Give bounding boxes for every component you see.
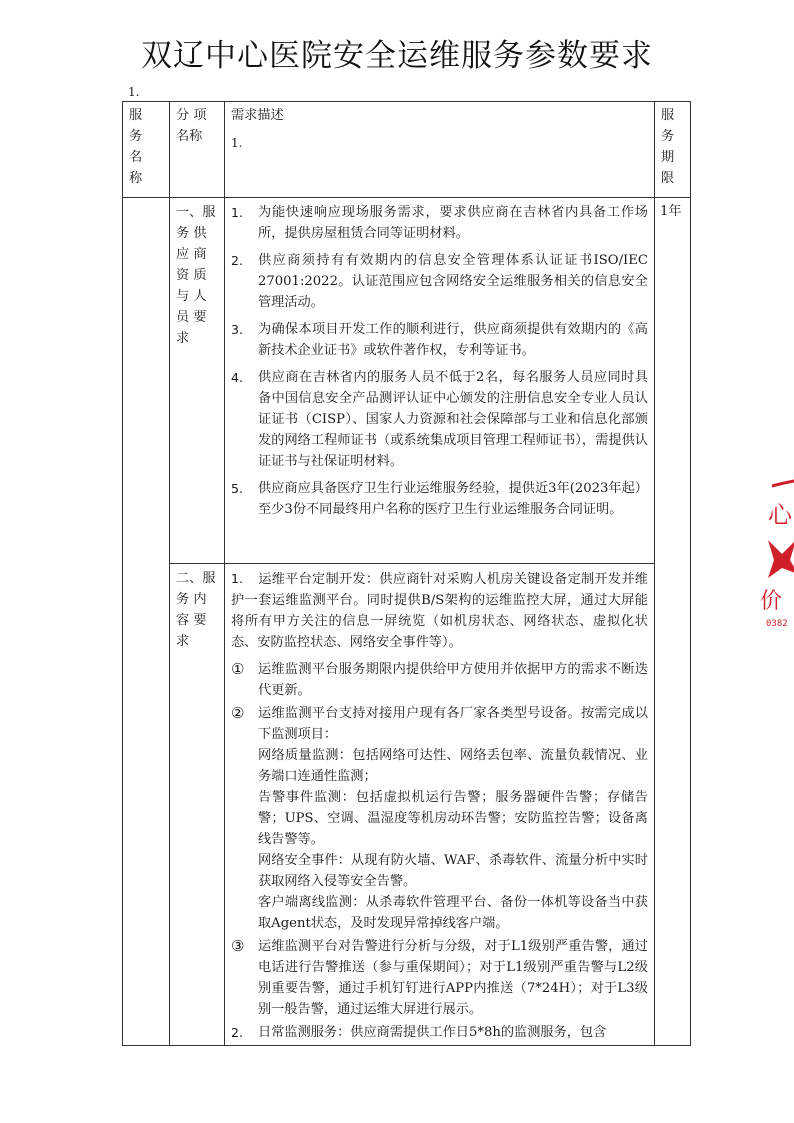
- list-item: [231, 202, 648, 244]
- header-description-title: 需求描述: [231, 108, 284, 123]
- list-item: [231, 367, 648, 472]
- item-text: 供应商应具备医疗卫生行业运维服务经验，提供近3年(2023年起）至少3份不同最终用户名称的医疗卫生行业运维服务合同证明。: [258, 481, 648, 517]
- item-number: 1.: [231, 205, 243, 220]
- sub-list-item: [231, 703, 648, 934]
- sub-list-item: [231, 936, 648, 1020]
- sub-item-line: 与 人: [176, 289, 207, 304]
- document-title: 双辽中心医院安全运维服务参数要求: [141, 38, 653, 74]
- seal-char: 心: [768, 501, 792, 529]
- official-seal: [752, 478, 794, 628]
- seal-number: 0382: [766, 619, 788, 628]
- header-char: 务: [129, 129, 143, 144]
- item-text: 运维监测平台支持对接用户现有各厂家各类型号设备。按需完成以下监测项目：: [258, 706, 648, 742]
- item-number: 2.: [231, 1025, 243, 1040]
- header-char: 限: [661, 171, 675, 186]
- header-description: [225, 102, 655, 198]
- header-row: [123, 102, 691, 198]
- header-char: 称: [129, 171, 143, 186]
- circled-number: ②: [231, 704, 245, 722]
- item-text: 运维监测平台对告警进行分析与分级，对于L1级别严重告警，通过电话进行告警推送（参与重保期间）；对于L1级别严重告警与L2级别重要告警，通过手机钉钉进行APP内推送（7*24H）；对于L3级别一般告警，通过运维大屏进行展示。: [258, 939, 648, 1017]
- table-row: [123, 198, 691, 564]
- header-line: 名称: [176, 129, 203, 144]
- description-cell: [225, 564, 655, 1046]
- table-row: [123, 564, 691, 1046]
- circled-number: ①: [231, 660, 245, 678]
- sub-item-line: 求: [176, 331, 190, 346]
- item-text: 为能快速响应现场服务需求，要求供应商在吉林省内具备工作场所，提供房屋租赁合同等证明材料。: [258, 205, 648, 241]
- sub-list-item: [231, 659, 648, 701]
- monitor-item: 客户端离线监测：从杀毒软件管理平台、备份一体机等设备当中获取Agent状态，及时发现异常掉线客户端。: [258, 895, 648, 931]
- header-sub-item: [170, 102, 225, 198]
- list-item: [231, 478, 648, 520]
- sub-item-line: 务 内: [176, 592, 207, 607]
- requirements-table: [122, 101, 691, 1046]
- service-period-value: 1年: [660, 204, 682, 219]
- list-item: [231, 1022, 648, 1043]
- list-item: [231, 319, 648, 361]
- seal-char: 价: [760, 589, 783, 614]
- service-name-cell: [123, 198, 170, 1046]
- header-service-name: [123, 102, 170, 198]
- header-char: 名: [129, 150, 143, 165]
- header-line: 分 项: [176, 108, 207, 123]
- monitor-item: 网络质量监测：包括网络可达性、网络丢包率、流量负载情况、业务端口连通性监测；: [258, 748, 648, 784]
- header-char: 期: [661, 150, 675, 165]
- item-text: 运维平台定制开发：供应商针对采购人机房关键设备定制开发并维护一套运维监测平台。同时提供B/S架构的运维监控大屏，通过大屏能将所有甲方关注的信息一屏统览（如机房状态、网络状态、虚拟化状态、安防监控状态、网络安全事件等）。: [231, 572, 648, 650]
- monitor-item: 网络安全事件：从现有防火墙、WAF、杀毒软件、流量分析中实时获取网络入侵等安全告警。: [258, 853, 648, 889]
- sub-item-line: 二、服: [176, 571, 216, 586]
- list-item: [231, 250, 648, 313]
- monitor-item: 告警事件监测：包括虚拟机运行告警；服务器硬件告警；存储告警；UPS、空调、温湿度等机房动环告警；安防监控告警；设备离线告警等。: [258, 790, 648, 847]
- item-number: 1.: [231, 571, 243, 586]
- sub-item-line: 应 商: [176, 247, 207, 262]
- item-number: 4.: [231, 370, 243, 385]
- sub-item-line: 容 要: [176, 613, 207, 628]
- sub-item-line: 求: [176, 634, 190, 649]
- item-text: 供应商在吉林省内的服务人员不低于2名，每名服务人员应同时具备中国信息安全产品测评认证中心颁发的注册信息安全专业人员认证证书（CISP）、国家人力资源和社会保障部与工业和信息化部颁发的网络工程师证书（或系统集成项目管理工程师证书），需提供认证证书与社保证明材料。: [258, 370, 648, 469]
- item-number: 2.: [231, 253, 243, 268]
- header-service-period: [655, 102, 691, 198]
- seal-icon: [752, 478, 794, 628]
- item-number: 5.: [231, 481, 243, 496]
- item-text: 运维监测平台服务期限内提供给甲方使用并依据甲方的需求不断迭代更新。: [258, 662, 648, 698]
- item-text: 日常监测服务：供应商需提供工作日5*8h的监测服务，包含: [258, 1025, 607, 1040]
- header-char: 服: [129, 108, 143, 123]
- item-number: 3.: [231, 322, 243, 337]
- item-text: 为确保本项目开发工作的顺利进行，供应商须提供有效期内的《高新技术企业证书》或软件著作权，专利等证书。: [258, 322, 648, 358]
- sub-item-line: 员 要: [176, 310, 207, 325]
- item-text: 供应商须持有有效期内的信息安全管理体系认证证书ISO/IEC 27001:2022。认证范围应包含网络安全运维服务相关的信息安全管理活动。: [258, 253, 648, 310]
- description-cell: [225, 198, 655, 564]
- intro-item: [231, 568, 648, 653]
- pre-number: 1.: [128, 85, 140, 99]
- sub-item-line: 一、服: [176, 205, 216, 220]
- sub-item-line: 务 供: [176, 226, 207, 241]
- sub-item-line: 资 质: [176, 268, 207, 283]
- sub-item-cell: [170, 564, 225, 1046]
- service-period-cell: [655, 198, 691, 1046]
- header-char: 服: [661, 108, 675, 123]
- header-description-number: 1.: [231, 136, 243, 150]
- sub-item-cell: [170, 198, 225, 564]
- circled-number: ③: [231, 937, 245, 955]
- header-char: 务: [661, 129, 675, 144]
